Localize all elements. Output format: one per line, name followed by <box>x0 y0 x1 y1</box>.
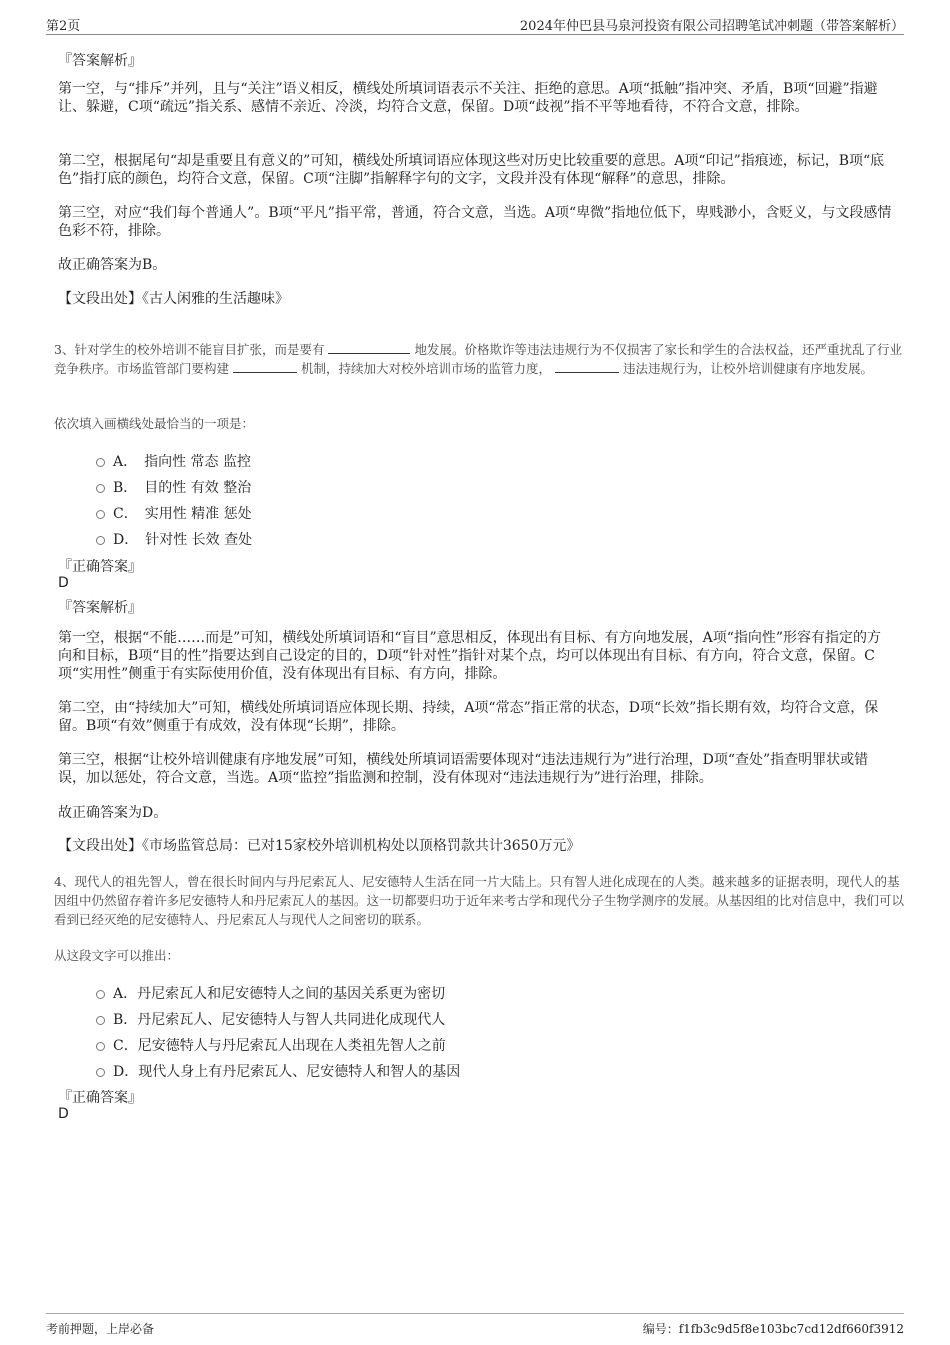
radio-icon[interactable] <box>96 1042 105 1051</box>
q4-correct-label: 『正确答案』 <box>58 1090 142 1106</box>
q4-option-b[interactable]: B．丹尼索瓦人、尼安德特人与智人共同进化成现代人 <box>96 1009 445 1029</box>
radio-icon[interactable] <box>96 484 105 493</box>
q2-analysis-p1: 第一空，与“排斥”并列，且与“关注”语义相反，横线处所填词语表示不关注、拒绝的意思。A项“抵触”指冲突、矛盾，B项“回避”指避让、躲避，C项“疏远”指关系、感情不亲近、冷淡，均符合文意，保留。D项“歧视”指不平等地看待，不符合文意，排除。 <box>58 81 878 115</box>
q3-option-d[interactable]: D． 针对性 长效 查处 <box>96 529 252 549</box>
q2-conclusion: 故正确答案为B。 <box>58 257 167 273</box>
q3-option-c[interactable]: C． 实用性 精准 惩处 <box>96 503 252 523</box>
radio-icon[interactable] <box>96 458 105 467</box>
q4-option-c[interactable]: C．尼安德特人与丹尼索瓦人出现在人类祖先智人之前 <box>96 1035 446 1055</box>
q4-option-d[interactable]: D．现代人身上有丹尼索瓦人、尼安德特人和智人的基因 <box>96 1061 460 1081</box>
q3-blank-2 <box>233 360 297 373</box>
q3-blank-3 <box>555 360 619 373</box>
q3-blank-1 <box>328 341 410 354</box>
q2-analysis-label: 『答案解析』 <box>58 53 142 69</box>
page-number: 第2页 <box>46 19 81 34</box>
radio-icon[interactable] <box>96 1068 105 1077</box>
q3-option-b[interactable]: B． 目的性 有效 整治 <box>96 477 251 497</box>
q2-analysis-p2: 第二空，根据尾句“却是重要且有意义的”可知，横线处所填词语应体现这些对历史比较重要的意思。A项“印记”指痕迹，标记，B项“底色”指打底的颜色，均符合文意，保留。C项“注脚”指解释字句的文字，文段并没有体现“解释”的意思，排除。 <box>58 153 885 187</box>
q4-stem: 4、现代人的祖先智人，曾在很长时间内与丹尼索瓦人、尼安德特人生活在同一片大陆上。只有智人进化成现在的人类。越来越多的证据表明，现代人的基因组中仍然留存着许多尼安德特人和丹尼索瓦人的基因。这一切都要归功于近年来考古学和现代分子生物学测序的发展。从基因组的比对信息中，我们可以看到已经灭绝的尼安德特人、丹尼索瓦人与现代人之间密切的联系。 <box>54 874 905 927</box>
radio-icon[interactable] <box>96 990 105 999</box>
q4-prompt: 从这段文字可以推出： <box>54 948 180 963</box>
q3-analysis-p3: 第三空，根据“让校外培训健康有序地发展”可知，横线处所填词语需要体现对“违法违规行为”进行治理，D项“查处”指查明罪状或错误，加以惩处，符合文意，当选。A项“监控”指监测和控制，没有体现对“违法违规行为”进行治理，排除。 <box>58 752 869 786</box>
footer-slogan: 考前押题，上岸必备 <box>46 1322 155 1336</box>
document-title: 2024年仲巴县马泉河投资有限公司招聘笔试冲刺题（带答案解析） <box>519 19 904 34</box>
q3-source: 【文段出处】《市场监管总局：已对15家校外培训机构处以顶格罚款共计3650万元》 <box>58 838 581 854</box>
radio-icon[interactable] <box>96 536 105 545</box>
q4-correct-answer: D <box>58 1106 69 1122</box>
q3-analysis-p2: 第二空，由“持续加大”可知，横线处所填词语应体现长期、持续，A项“常态”指正常的状态，D项“长效”指长期有效，均符合文意，保留。B项“有效”侧重于有成效，没有体现“长期”，排除。 <box>58 700 879 734</box>
radio-icon[interactable] <box>96 1016 105 1025</box>
q2-analysis-p3: 第三空，对应“我们每个普通人”。B项“平凡”指平常，普通，符合文意，当选。A项“卑微”指地位低下，卑贱渺小，含贬义，与文段感情色彩不符，排除。 <box>58 205 892 239</box>
q3-correct-label: 『正确答案』 <box>58 559 142 575</box>
q4-option-a[interactable]: A．丹尼索瓦人和尼安德特人之间的基因关系更为密切 <box>96 983 445 1003</box>
q3-analysis-p1: 第一空，根据“不能……而是”可知，横线处所填词语和“盲目”意思相反，体现出有目标、有方向地发展，A项“指向性”形容有指定的方向和目标，B项“目的性”指要达到自己设定的目的，D项“针对性”指针对某个点，均可以体现出有目标、有方向，符合文意，保留。C项“实用性”侧重于有实际使用价值，没有体现出有目标、有方向，排除。 <box>58 630 882 682</box>
document-id: 编号：f1fb3c9d5f8e103bc7cd12df660f3912 <box>642 1322 904 1336</box>
q3-conclusion: 故正确答案为D。 <box>58 805 168 821</box>
q2-source: 【文段出处】《古人闲雅的生活趣味》 <box>58 291 289 307</box>
q3-stem: 3、针对学生的校外培训不能盲目扩张，而是要有 地发展。价格欺诈等违法违规行为不仅损害了家长和学生的合法权益，还严重扰乱了行业竞争秩序。市场监管部门要构建 机制，持续加大对校外培训市场的监管力度， 违法违规行为，让校外培训健康有序地发展。 <box>54 342 902 376</box>
page-footer <box>46 1313 904 1336</box>
q3-analysis-label: 『答案解析』 <box>58 600 142 616</box>
q3-option-a[interactable]: A． 指向性 常态 监控 <box>96 451 251 471</box>
page-header <box>46 12 904 35</box>
q3-correct-answer: D <box>58 575 69 591</box>
radio-icon[interactable] <box>96 510 105 519</box>
q3-prompt: 依次填入画横线处最恰当的一项是： <box>54 416 255 431</box>
